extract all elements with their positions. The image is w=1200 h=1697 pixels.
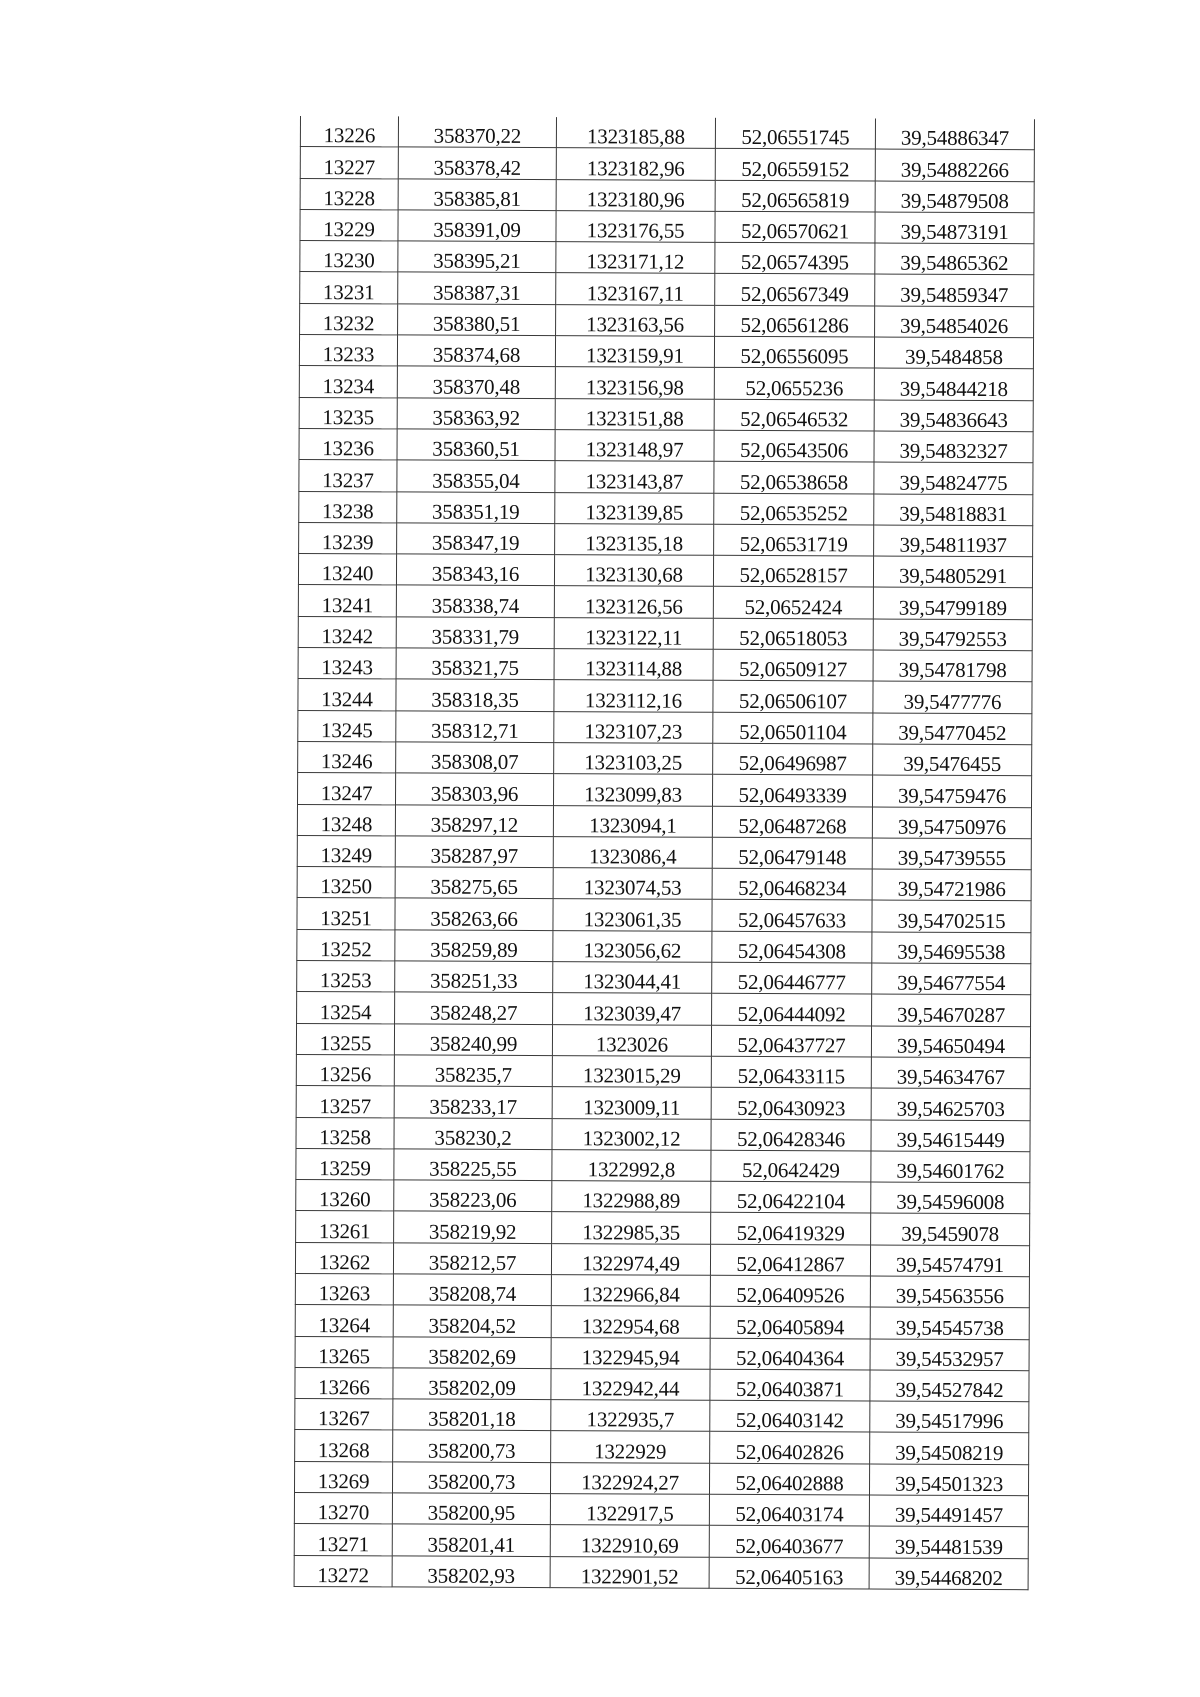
latitude-cell: 52,06419329 xyxy=(711,1213,871,1245)
latitude-cell: 52,06559152 xyxy=(715,149,875,181)
latitude-cell: 52,0642429 xyxy=(711,1150,871,1182)
longitude-cell: 39,54854026 xyxy=(875,306,1034,338)
latitude-cell: 52,06546532 xyxy=(714,399,874,431)
longitude-cell: 39,54792553 xyxy=(873,619,1032,651)
longitude-cell: 39,54759476 xyxy=(872,775,1031,807)
longitude-cell: 39,54596008 xyxy=(871,1182,1030,1214)
y-coordinate-cell: 1322954,68 xyxy=(551,1306,710,1338)
latitude-cell: 52,06403871 xyxy=(710,1369,870,1401)
longitude-cell: 39,54574791 xyxy=(870,1245,1029,1277)
y-coordinate-cell: 1323167,11 xyxy=(556,273,715,305)
latitude-cell: 52,06506107 xyxy=(713,681,873,713)
x-coordinate-cell: 358338,74 xyxy=(396,585,554,617)
point-number-cell: 13271 xyxy=(294,1524,392,1556)
longitude-cell: 39,54670287 xyxy=(872,994,1031,1026)
longitude-cell: 39,54650494 xyxy=(871,1026,1030,1058)
latitude-cell: 52,06403142 xyxy=(710,1400,870,1432)
y-coordinate-cell: 1323182,96 xyxy=(556,148,715,180)
y-coordinate-cell: 1322917,5 xyxy=(550,1494,709,1526)
table-row xyxy=(296,1023,1030,1057)
longitude-cell: 39,54844218 xyxy=(874,368,1033,400)
table-row xyxy=(300,241,1034,275)
latitude-cell: 52,06528157 xyxy=(713,555,873,587)
table-row xyxy=(295,1430,1029,1464)
point-number-cell: 13227 xyxy=(300,147,398,179)
longitude-cell: 39,54527842 xyxy=(870,1370,1029,1402)
longitude-cell: 39,54615449 xyxy=(871,1120,1030,1152)
y-coordinate-cell: 1322929 xyxy=(551,1431,710,1463)
longitude-cell: 39,54865362 xyxy=(875,243,1034,275)
table-row xyxy=(297,992,1031,1026)
y-coordinate-cell: 1322988,89 xyxy=(552,1181,711,1213)
latitude-cell: 52,06556095 xyxy=(714,336,874,368)
y-coordinate-cell: 1323002,12 xyxy=(552,1118,711,1150)
longitude-cell: 39,5484858 xyxy=(874,337,1033,369)
x-coordinate-cell: 358303,96 xyxy=(395,773,553,805)
point-number-cell: 13256 xyxy=(296,1054,394,1086)
point-number-cell: 13265 xyxy=(295,1336,393,1368)
table-row xyxy=(300,209,1034,243)
y-coordinate-cell: 1323086,4 xyxy=(553,836,712,868)
y-coordinate-cell: 1323103,25 xyxy=(554,743,713,775)
y-coordinate-cell: 1323171,12 xyxy=(556,242,715,274)
x-coordinate-cell: 358233,17 xyxy=(394,1086,552,1118)
point-number-cell: 13241 xyxy=(298,585,396,617)
x-coordinate-cell: 358200,73 xyxy=(393,1430,551,1462)
longitude-cell: 39,5476455 xyxy=(873,744,1032,776)
y-coordinate-cell: 1322992,8 xyxy=(552,1149,711,1181)
table-row xyxy=(300,147,1034,181)
y-coordinate-cell: 1323099,83 xyxy=(553,774,712,806)
longitude-cell: 39,54721986 xyxy=(872,869,1031,901)
x-coordinate-cell: 358204,52 xyxy=(393,1305,551,1337)
table-row xyxy=(299,397,1033,431)
x-coordinate-cell: 358370,48 xyxy=(397,366,555,398)
table-row xyxy=(297,898,1031,932)
x-coordinate-cell: 358200,95 xyxy=(392,1493,550,1525)
longitude-cell: 39,54836643 xyxy=(874,400,1033,432)
point-number-cell: 13246 xyxy=(298,741,396,773)
y-coordinate-cell: 1323176,55 xyxy=(556,211,715,243)
point-number-cell: 13229 xyxy=(300,209,398,241)
table-row xyxy=(298,679,1032,713)
longitude-cell: 39,54481539 xyxy=(869,1526,1028,1558)
longitude-cell: 39,54532957 xyxy=(870,1339,1029,1371)
coordinates-table xyxy=(294,116,1035,1590)
y-coordinate-cell: 1322974,49 xyxy=(551,1243,710,1275)
point-number-cell: 13267 xyxy=(295,1399,393,1431)
x-coordinate-cell: 358308,07 xyxy=(396,742,554,774)
table-row xyxy=(300,178,1034,212)
table-row xyxy=(300,116,1034,150)
point-number-cell: 13234 xyxy=(299,366,397,398)
latitude-cell: 52,06493339 xyxy=(712,775,872,807)
longitude-cell: 39,54770452 xyxy=(873,713,1032,745)
latitude-cell: 52,06402888 xyxy=(709,1463,869,1495)
latitude-cell: 52,06565819 xyxy=(715,180,875,212)
table-row xyxy=(296,1117,1030,1151)
longitude-cell: 39,54563556 xyxy=(870,1276,1029,1308)
latitude-cell: 52,06496987 xyxy=(713,743,873,775)
longitude-cell: 39,54811937 xyxy=(874,525,1033,557)
x-coordinate-cell: 358230,2 xyxy=(394,1117,552,1149)
x-coordinate-cell: 358225,55 xyxy=(394,1149,552,1181)
table-row xyxy=(295,1273,1029,1307)
longitude-cell: 39,54625703 xyxy=(871,1088,1030,1120)
table-row xyxy=(298,648,1032,682)
y-coordinate-cell: 1323159,91 xyxy=(555,336,714,368)
longitude-cell: 39,54859347 xyxy=(875,274,1034,306)
point-number-cell: 13272 xyxy=(294,1555,392,1587)
point-number-cell: 13250 xyxy=(297,867,395,899)
x-coordinate-cell: 358200,73 xyxy=(392,1462,550,1494)
longitude-cell: 39,54882266 xyxy=(875,149,1034,181)
latitude-cell: 52,06538658 xyxy=(714,462,874,494)
table-row xyxy=(294,1524,1028,1558)
x-coordinate-cell: 358374,68 xyxy=(397,335,555,367)
point-number-cell: 13236 xyxy=(299,428,397,460)
x-coordinate-cell: 358202,09 xyxy=(393,1368,551,1400)
y-coordinate-cell: 1323074,53 xyxy=(553,868,712,900)
y-coordinate-cell: 1323151,88 xyxy=(555,398,714,430)
table-row xyxy=(299,460,1033,494)
x-coordinate-cell: 358287,97 xyxy=(395,836,553,868)
longitude-cell: 39,54832327 xyxy=(874,431,1033,463)
table-row xyxy=(299,428,1033,462)
x-coordinate-cell: 358219,92 xyxy=(394,1211,552,1243)
latitude-cell: 52,06543506 xyxy=(714,430,874,462)
point-number-cell: 13247 xyxy=(297,773,395,805)
latitude-cell: 52,06574395 xyxy=(715,242,875,274)
table-row xyxy=(297,961,1031,995)
table-row xyxy=(298,585,1032,619)
y-coordinate-cell: 1323026 xyxy=(552,1024,711,1056)
x-coordinate-cell: 358297,12 xyxy=(395,804,553,836)
latitude-cell: 52,06428346 xyxy=(711,1119,871,1151)
latitude-cell: 52,06479148 xyxy=(712,837,872,869)
longitude-cell: 39,54491457 xyxy=(869,1495,1028,1527)
y-coordinate-cell: 1322935,7 xyxy=(551,1400,710,1432)
y-coordinate-cell: 1323185,88 xyxy=(556,117,715,148)
table-row xyxy=(299,335,1033,369)
longitude-cell: 39,54739555 xyxy=(872,838,1031,870)
table-row xyxy=(294,1493,1028,1527)
point-number-cell: 13232 xyxy=(300,303,398,335)
latitude-cell: 52,06404364 xyxy=(710,1338,870,1370)
y-coordinate-cell: 1323056,62 xyxy=(553,930,712,962)
latitude-cell: 52,06446777 xyxy=(712,962,872,994)
y-coordinate-cell: 1323130,68 xyxy=(554,555,713,587)
y-coordinate-cell: 1323044,41 xyxy=(553,962,712,994)
point-number-cell: 13235 xyxy=(299,397,397,429)
x-coordinate-cell: 358351,19 xyxy=(397,491,555,523)
latitude-cell: 52,06422104 xyxy=(711,1181,871,1213)
coordinates-table-body xyxy=(294,116,1034,1590)
y-coordinate-cell: 1322945,94 xyxy=(551,1337,710,1369)
x-coordinate-cell: 358363,92 xyxy=(397,398,555,430)
x-coordinate-cell: 358385,81 xyxy=(398,179,556,211)
x-coordinate-cell: 358275,65 xyxy=(395,867,553,899)
point-number-cell: 13254 xyxy=(297,992,395,1024)
longitude-cell: 39,5459078 xyxy=(871,1213,1030,1245)
latitude-cell: 52,06402826 xyxy=(710,1432,870,1464)
point-number-cell: 13259 xyxy=(296,1148,394,1180)
latitude-cell: 52,06437727 xyxy=(711,1025,871,1057)
table-row xyxy=(300,303,1034,337)
point-number-cell: 13270 xyxy=(294,1493,392,1525)
y-coordinate-cell: 1322924,27 xyxy=(550,1462,709,1494)
latitude-cell: 52,06535252 xyxy=(714,493,874,525)
x-coordinate-cell: 358251,33 xyxy=(395,961,553,993)
latitude-cell: 52,06454308 xyxy=(712,931,872,963)
latitude-cell: 52,06457633 xyxy=(712,900,872,932)
x-coordinate-cell: 358201,41 xyxy=(392,1524,550,1556)
longitude-cell: 39,54818831 xyxy=(874,494,1033,526)
x-coordinate-cell: 358202,93 xyxy=(392,1556,550,1588)
latitude-cell: 52,06551745 xyxy=(715,118,875,149)
point-number-cell: 13262 xyxy=(295,1242,393,1274)
point-number-cell: 13258 xyxy=(296,1117,394,1149)
latitude-cell: 52,06433115 xyxy=(711,1056,871,1088)
x-coordinate-cell: 358248,27 xyxy=(395,992,553,1024)
y-coordinate-cell: 1323126,56 xyxy=(554,586,713,618)
table-row xyxy=(299,366,1033,400)
x-coordinate-cell: 358347,19 xyxy=(397,523,555,555)
y-coordinate-cell: 1323107,23 xyxy=(554,711,713,743)
longitude-cell: 39,54879508 xyxy=(875,181,1034,213)
point-number-cell: 13264 xyxy=(295,1305,393,1337)
table-row xyxy=(297,929,1031,963)
x-coordinate-cell: 358395,21 xyxy=(398,241,556,273)
longitude-cell: 39,54601762 xyxy=(871,1151,1030,1183)
y-coordinate-cell: 1323114,88 xyxy=(554,649,713,681)
longitude-cell: 39,54501323 xyxy=(869,1464,1028,1496)
y-coordinate-cell: 1323039,47 xyxy=(553,993,712,1025)
x-coordinate-cell: 358235,7 xyxy=(394,1055,552,1087)
table-row xyxy=(296,1148,1030,1182)
table-row xyxy=(296,1211,1030,1245)
longitude-cell: 39,54781798 xyxy=(873,650,1032,682)
longitude-cell: 39,54702515 xyxy=(872,900,1031,932)
y-coordinate-cell: 1323139,85 xyxy=(555,492,714,524)
point-number-cell: 13231 xyxy=(300,272,398,304)
longitude-cell: 39,54824775 xyxy=(874,462,1033,494)
table-row xyxy=(300,272,1034,306)
table-row xyxy=(296,1054,1030,1088)
x-coordinate-cell: 358223,06 xyxy=(394,1180,552,1212)
latitude-cell: 52,06430923 xyxy=(711,1088,871,1120)
table-row xyxy=(298,741,1032,775)
x-coordinate-cell: 358318,35 xyxy=(396,679,554,711)
point-number-cell: 13266 xyxy=(295,1367,393,1399)
longitude-cell: 39,54886347 xyxy=(875,119,1034,150)
table-row xyxy=(298,616,1032,650)
table-row xyxy=(297,835,1031,869)
point-number-cell: 13263 xyxy=(295,1273,393,1305)
table-row xyxy=(297,773,1031,807)
y-coordinate-cell: 1323143,87 xyxy=(555,461,714,493)
x-coordinate-cell: 358331,79 xyxy=(396,617,554,649)
point-number-cell: 13255 xyxy=(296,1023,394,1055)
latitude-cell: 52,06444092 xyxy=(712,994,872,1026)
latitude-cell: 52,06531719 xyxy=(714,524,874,556)
latitude-cell: 52,06403677 xyxy=(709,1526,869,1558)
x-coordinate-cell: 358378,42 xyxy=(398,147,556,179)
table-row xyxy=(298,710,1032,744)
point-number-cell: 13226 xyxy=(300,116,398,147)
x-coordinate-cell: 358263,66 xyxy=(395,898,553,930)
y-coordinate-cell: 1323094,1 xyxy=(553,805,712,837)
table-row xyxy=(294,1555,1028,1589)
y-coordinate-cell: 1323135,18 xyxy=(555,523,714,555)
latitude-cell: 52,06405163 xyxy=(709,1557,869,1589)
y-coordinate-cell: 1323061,35 xyxy=(553,899,712,931)
table-row xyxy=(294,1461,1028,1495)
point-number-cell: 13257 xyxy=(296,1086,394,1118)
x-coordinate-cell: 358201,18 xyxy=(393,1399,551,1431)
longitude-cell: 39,54468202 xyxy=(869,1558,1028,1590)
point-number-cell: 13260 xyxy=(296,1180,394,1212)
point-number-cell: 13253 xyxy=(297,961,395,993)
x-coordinate-cell: 358312,71 xyxy=(396,711,554,743)
longitude-cell: 39,54545738 xyxy=(870,1307,1029,1339)
x-coordinate-cell: 358240,99 xyxy=(394,1024,552,1056)
point-number-cell: 13252 xyxy=(297,929,395,961)
table-row xyxy=(295,1336,1029,1370)
y-coordinate-cell: 1323148,97 xyxy=(555,430,714,462)
longitude-cell: 39,54873191 xyxy=(875,212,1034,244)
point-number-cell: 13261 xyxy=(296,1211,394,1243)
y-coordinate-cell: 1322966,84 xyxy=(551,1275,710,1307)
longitude-cell: 39,54750976 xyxy=(872,807,1031,839)
latitude-cell: 52,0655236 xyxy=(714,368,874,400)
longitude-cell: 39,54695538 xyxy=(872,932,1031,964)
point-number-cell: 13233 xyxy=(299,335,397,367)
y-coordinate-cell: 1322901,52 xyxy=(550,1556,709,1588)
latitude-cell: 52,06570621 xyxy=(715,211,875,243)
table-row xyxy=(296,1180,1030,1214)
table-row xyxy=(297,804,1031,838)
table-row xyxy=(295,1305,1029,1339)
point-number-cell: 13268 xyxy=(295,1430,393,1462)
point-number-cell: 13244 xyxy=(298,679,396,711)
x-coordinate-cell: 358321,75 xyxy=(396,648,554,680)
point-number-cell: 13238 xyxy=(299,491,397,523)
latitude-cell: 52,06412867 xyxy=(710,1244,870,1276)
latitude-cell: 52,06409526 xyxy=(710,1275,870,1307)
point-number-cell: 13240 xyxy=(298,554,396,586)
point-number-cell: 13245 xyxy=(298,710,396,742)
x-coordinate-cell: 358380,51 xyxy=(398,304,556,336)
point-number-cell: 13248 xyxy=(297,804,395,836)
longitude-cell: 39,54634767 xyxy=(871,1057,1030,1089)
latitude-cell: 52,06403174 xyxy=(709,1494,869,1526)
point-number-cell: 13251 xyxy=(297,898,395,930)
y-coordinate-cell: 1323163,56 xyxy=(556,304,715,336)
x-coordinate-cell: 358343,16 xyxy=(396,554,554,586)
longitude-cell: 39,54799189 xyxy=(873,587,1032,619)
table-row xyxy=(298,554,1032,588)
table-row xyxy=(297,867,1031,901)
y-coordinate-cell: 1323009,11 xyxy=(552,1087,711,1119)
latitude-cell: 52,06567349 xyxy=(715,274,875,306)
latitude-cell: 52,06487268 xyxy=(712,806,872,838)
point-number-cell: 13269 xyxy=(294,1461,392,1493)
latitude-cell: 52,06518053 xyxy=(713,618,873,650)
longitude-cell: 39,54677554 xyxy=(872,963,1031,995)
latitude-cell: 52,06468234 xyxy=(712,868,872,900)
x-coordinate-cell: 358391,09 xyxy=(398,210,556,242)
y-coordinate-cell: 1323122,11 xyxy=(554,617,713,649)
y-coordinate-cell: 1323156,98 xyxy=(555,367,714,399)
y-coordinate-cell: 1323112,16 xyxy=(554,680,713,712)
longitude-cell: 39,54517996 xyxy=(870,1401,1029,1433)
x-coordinate-cell: 358355,04 xyxy=(397,460,555,492)
table-row xyxy=(295,1242,1029,1276)
table-row xyxy=(295,1367,1029,1401)
point-number-cell: 13243 xyxy=(298,648,396,680)
point-number-cell: 13249 xyxy=(297,835,395,867)
table-row xyxy=(299,491,1033,525)
latitude-cell: 52,06509127 xyxy=(713,649,873,681)
table-row xyxy=(295,1399,1029,1433)
point-number-cell: 13237 xyxy=(299,460,397,492)
latitude-cell: 52,0652424 xyxy=(713,587,873,619)
latitude-cell: 52,06561286 xyxy=(715,305,875,337)
y-coordinate-cell: 1322910,69 xyxy=(550,1525,709,1557)
point-number-cell: 13242 xyxy=(298,616,396,648)
y-coordinate-cell: 1322985,35 xyxy=(552,1212,711,1244)
x-coordinate-cell: 358387,31 xyxy=(398,272,556,304)
point-number-cell: 13228 xyxy=(300,178,398,210)
x-coordinate-cell: 358370,22 xyxy=(398,116,556,147)
x-coordinate-cell: 358259,89 xyxy=(395,930,553,962)
point-number-cell: 13230 xyxy=(300,241,398,273)
y-coordinate-cell: 1323180,96 xyxy=(556,179,715,211)
x-coordinate-cell: 358208,74 xyxy=(393,1274,551,1306)
table-row xyxy=(296,1086,1030,1120)
x-coordinate-cell: 358360,51 xyxy=(397,429,555,461)
x-coordinate-cell: 358202,69 xyxy=(393,1336,551,1368)
x-coordinate-cell: 358212,57 xyxy=(393,1243,551,1275)
latitude-cell: 52,06501104 xyxy=(713,712,873,744)
longitude-cell: 39,5477776 xyxy=(873,681,1032,713)
longitude-cell: 39,54805291 xyxy=(873,556,1032,588)
table-row xyxy=(299,522,1033,556)
point-number-cell: 13239 xyxy=(299,522,397,554)
y-coordinate-cell: 1323015,29 xyxy=(552,1056,711,1088)
longitude-cell: 39,54508219 xyxy=(870,1432,1029,1464)
latitude-cell: 52,06405894 xyxy=(710,1307,870,1339)
y-coordinate-cell: 1322942,44 xyxy=(551,1368,710,1400)
